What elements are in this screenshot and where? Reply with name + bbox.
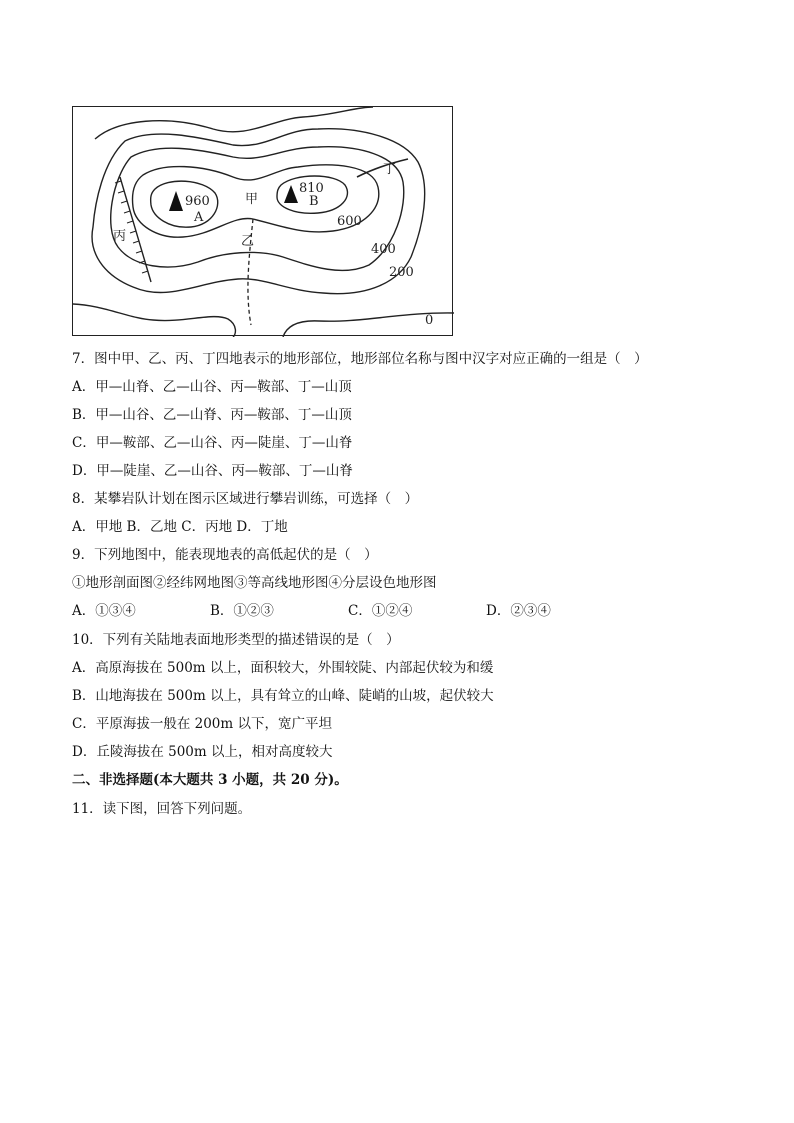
q9-option-a: A．①③④ bbox=[72, 603, 136, 619]
label-jia: 甲 bbox=[245, 192, 259, 207]
contour-400 bbox=[111, 147, 404, 271]
q7-option-b: B．甲—山谷、乙—山脊、丙—鞍部、丁—山顶 bbox=[72, 407, 352, 423]
q7-option-a: A．甲—山脊、乙—山谷、丙—鞍部、丁—山顶 bbox=[72, 379, 352, 395]
q9-option-d: D．②③④ bbox=[486, 603, 551, 619]
q10-option-d: D．丘陵海拔在 500m 以上，相对高度较大 bbox=[72, 744, 333, 760]
q9-option-b: B．①②③ bbox=[210, 603, 274, 619]
q8-options: A．甲地 B．乙地 C．丙地 D．丁地 bbox=[72, 519, 288, 535]
q7-stem: 7．图中甲、乙、丙、丁四地表示的地形部位，地形部位名称与图中汉字对应正确的一组是（ ） bbox=[72, 351, 648, 367]
contour-label-400: 400 bbox=[371, 242, 396, 257]
q9-stem: 9．下列地图中，能表现地表的高低起伏的是（ ） bbox=[72, 547, 378, 563]
label-ding: 丁 bbox=[383, 162, 397, 177]
peak-a-label: A bbox=[194, 210, 204, 225]
contour-0-top bbox=[95, 107, 373, 139]
contour-map bbox=[72, 106, 453, 336]
q7-option-c: C．甲—鞍部、乙—山谷、丙—陡崖、丁—山脊 bbox=[72, 435, 353, 451]
q10-option-c: C．平原海拔一般在 200m 以下，宽广平坦 bbox=[72, 716, 332, 732]
q8-stem: 8．某攀岩队计划在图示区域进行攀岩训练，可选择（ ） bbox=[72, 491, 419, 507]
q7-option-d: D．甲—陡崖、乙—山谷、丙—鞍部、丁—山脊 bbox=[72, 463, 353, 479]
label-yi: 乙 bbox=[241, 234, 255, 249]
peak-b-label: B bbox=[309, 194, 319, 209]
contour-0-bottom bbox=[73, 304, 235, 337]
q10-option-a: A．高原海拔在 500m 以上，面积较大，外围较陡、内部起伏较为和缓 bbox=[72, 660, 494, 676]
peak-a-icon bbox=[169, 191, 183, 211]
q9-option-c: C．①②④ bbox=[348, 603, 413, 619]
contour-label-0: 0 bbox=[425, 313, 434, 328]
q10-option-b: B．山地海拔在 500m 以上，具有耸立的山峰、陡峭的山坡，起伏较大 bbox=[72, 688, 494, 704]
peak-b-elevation: 810 bbox=[299, 181, 324, 196]
section-2-heading: 二、非选择题(本大题共 3 小题，共 20 分)。 bbox=[72, 772, 348, 788]
contour-label-200: 200 bbox=[389, 265, 414, 280]
q9-items: ①地形剖面图②经纬网地图③等高线地形图④分层设色地形图 bbox=[72, 575, 437, 591]
q10-stem: 10．下列有关陆地表面地形类型的描述错误的是（ ） bbox=[72, 632, 400, 648]
peak-a-elevation: 960 bbox=[185, 194, 210, 209]
contour-lines bbox=[73, 107, 454, 337]
q9-options bbox=[72, 602, 551, 620]
contour-label-600: 600 bbox=[337, 214, 362, 229]
peak-b-icon bbox=[284, 185, 298, 203]
label-bing: 丙 bbox=[113, 229, 127, 244]
q11-stem: 11．读下图，回答下列问题。 bbox=[72, 801, 252, 817]
